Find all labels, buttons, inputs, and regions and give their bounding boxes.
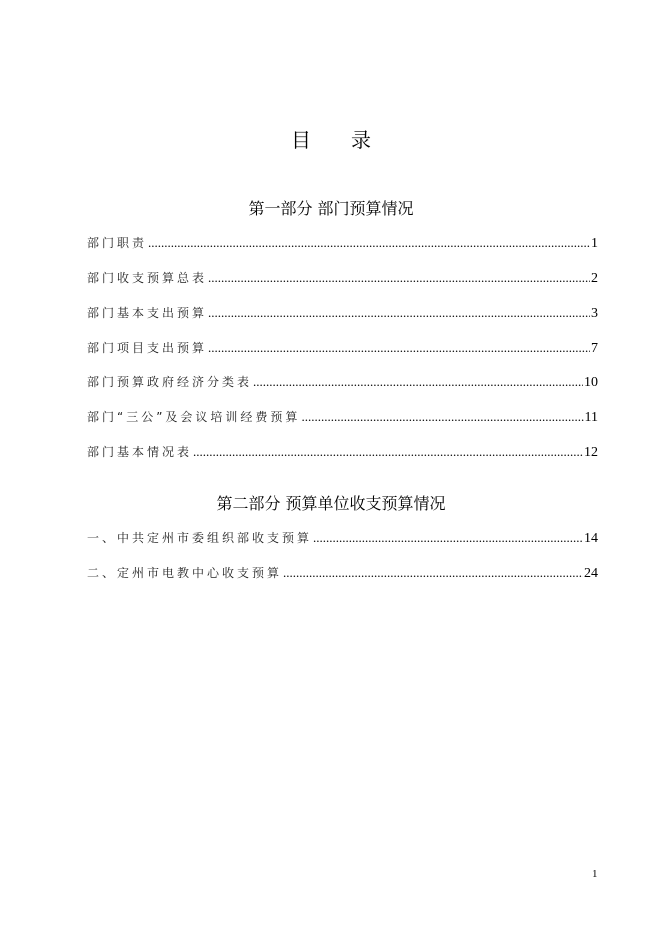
toc-entry-label: 部门项目支出预算	[87, 341, 208, 355]
toc-entry[interactable]	[87, 408, 598, 428]
toc-leader-dots	[148, 235, 590, 251]
toc-entry-label: 一、中共定州市委组织部收支预算	[87, 531, 313, 545]
toc-entry-page: 7	[591, 341, 598, 356]
toc-entry[interactable]	[87, 564, 598, 584]
toc-entry-page: 2	[591, 271, 598, 286]
toc-entry[interactable]	[87, 373, 598, 393]
toc-entry-label: 二、定州市电教中心收支预算	[87, 566, 283, 580]
toc-entry-page: 11	[584, 410, 598, 425]
toc-leader-dots	[301, 409, 583, 425]
toc-leader-dots	[283, 565, 583, 581]
toc-leader-dots	[208, 305, 590, 321]
toc-leader-dots	[313, 530, 583, 546]
toc-entry[interactable]	[87, 269, 598, 289]
toc-entry-label: 部门基本支出预算	[87, 306, 208, 320]
toc-entry-page: 1	[591, 236, 598, 251]
toc-entry-page: 10	[584, 375, 598, 390]
toc-entry-label: 部门收支预算总表	[87, 271, 208, 285]
toc-entry-page: 14	[584, 531, 598, 546]
section-heading-part-1: 第一部分 部门预算情况	[248, 199, 414, 218]
toc-leader-dots	[253, 374, 583, 390]
toc-title-part-2: 录	[351, 128, 371, 152]
toc-entry-label: 部门职责	[87, 236, 148, 250]
page-number: 1	[592, 868, 598, 880]
toc-entry-page: 12	[584, 445, 598, 460]
toc-entry[interactable]	[87, 234, 598, 254]
toc-entry-page: 24	[584, 566, 598, 581]
section-heading-part-2: 第二部分 预算单位收支预算情况	[216, 494, 446, 513]
toc-entry-label: 部门基本情况表	[87, 445, 193, 459]
toc-entry-label: 部门预算政府经济分类表	[87, 375, 253, 389]
toc-title	[0, 124, 662, 153]
toc-entry[interactable]	[87, 304, 598, 324]
toc-entry-label: 部门“三公”及会议培训经费预算	[87, 410, 301, 424]
toc-entry[interactable]	[87, 529, 598, 549]
toc-entry[interactable]	[87, 339, 598, 359]
toc-leader-dots	[208, 340, 590, 356]
toc-leader-dots	[193, 444, 583, 460]
toc-title-part-1: 目	[291, 128, 311, 152]
toc-entry[interactable]	[87, 443, 598, 463]
toc-entry-page: 3	[591, 306, 598, 321]
toc-leader-dots	[208, 270, 590, 286]
